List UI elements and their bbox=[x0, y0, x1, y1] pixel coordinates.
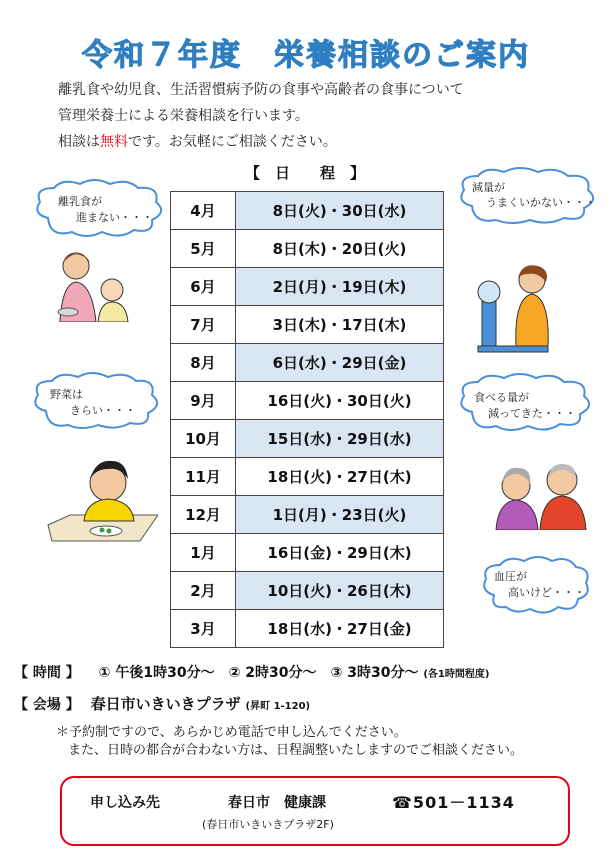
time-note: (各1時間程度) bbox=[423, 669, 490, 680]
cloud-icon bbox=[26, 371, 166, 433]
bubble-bp bbox=[476, 555, 592, 617]
table-row bbox=[171, 344, 444, 382]
bubble-weight bbox=[452, 166, 602, 228]
dates-cell: 16日(金)・29日(木) bbox=[236, 534, 444, 572]
bubble-bp-line-2: 高いけど・・・ bbox=[508, 586, 585, 599]
dates-cell: 10日(火)・26日(木) bbox=[236, 572, 444, 610]
intro-line-3-post: です。お気軽にご相談ください。 bbox=[128, 134, 337, 150]
page-title: 令和７年度 栄養相談のご案内 bbox=[82, 38, 530, 73]
time-row bbox=[14, 662, 489, 682]
woman-on-scale-illustration bbox=[470, 262, 562, 354]
intro-line-3-pre: 相談は bbox=[58, 134, 100, 150]
bubble-veg-line-1: 野菜は bbox=[50, 388, 83, 401]
table-row bbox=[171, 230, 444, 268]
month-cell: 4月 bbox=[171, 192, 236, 230]
bubble-veg bbox=[26, 371, 166, 433]
bubble-baby-line-2: 進まない・・・ bbox=[76, 211, 153, 224]
intro-line-1: 離乳食や幼児食、生活習慣病予防の食事や高齢者の食事について bbox=[58, 82, 464, 98]
month-cell: 10月 bbox=[171, 420, 236, 458]
time-slots: ① 午後1時30分～ ② 2時30分～ ③ 3時30分～ bbox=[98, 665, 419, 681]
dates-cell: 2日(月)・19日(木) bbox=[236, 268, 444, 306]
bubble-eat-line-2: 減ってきた・・・ bbox=[488, 407, 576, 420]
bubble-eat bbox=[452, 372, 598, 436]
dates-cell: 6日(水)・29日(金) bbox=[236, 344, 444, 382]
table-row bbox=[171, 192, 444, 230]
bubble-veg-line-2: きらい・・・ bbox=[70, 404, 136, 417]
dates-cell: 8日(木)・20日(火) bbox=[236, 230, 444, 268]
schedule-table bbox=[170, 191, 444, 648]
dates-cell: 16日(火)・30日(火) bbox=[236, 382, 444, 420]
bubble-baby bbox=[28, 178, 170, 242]
intro-line-2: 管理栄養士による栄養相談を行います。 bbox=[58, 108, 309, 124]
venue-note: (昇町 1-120) bbox=[245, 701, 311, 712]
month-cell: 11月 bbox=[171, 458, 236, 496]
table-row bbox=[171, 268, 444, 306]
month-cell: 2月 bbox=[171, 572, 236, 610]
month-cell: 3月 bbox=[171, 610, 236, 648]
contact-phone: ☎501－1134 bbox=[392, 793, 515, 812]
dates-cell: 1日(月)・23日(火) bbox=[236, 496, 444, 534]
dates-cell: 18日(火)・27日(木) bbox=[236, 458, 444, 496]
contact-label: 申し込み先 bbox=[90, 795, 160, 811]
free-label: 無料 bbox=[100, 134, 128, 150]
month-cell: 1月 bbox=[171, 534, 236, 572]
bubble-weight-line-1: 減量が bbox=[472, 181, 505, 194]
mother-feeding-baby-illustration bbox=[46, 246, 134, 322]
month-cell: 12月 bbox=[171, 496, 236, 534]
boy-eating-vegetables-illustration bbox=[46, 445, 158, 549]
elderly-couple-illustration bbox=[484, 458, 594, 530]
venue-row bbox=[14, 693, 310, 714]
bubble-eat-line-1: 食べる量が bbox=[474, 391, 529, 404]
schedule-heading: 【 日 程 】 bbox=[244, 164, 365, 182]
venue-label: 【 会場 】 bbox=[14, 697, 80, 713]
bubble-bp-line-1: 血圧が bbox=[494, 570, 527, 583]
table-row bbox=[171, 382, 444, 420]
table-row bbox=[171, 610, 444, 648]
table-row bbox=[171, 306, 444, 344]
month-cell: 9月 bbox=[171, 382, 236, 420]
table-row bbox=[171, 420, 444, 458]
table-row bbox=[171, 534, 444, 572]
bubble-baby-line-1: 離乳食が bbox=[58, 195, 102, 208]
month-cell: 8月 bbox=[171, 344, 236, 382]
note-line-2: また、日時の都合が合わない方は、日程調整いたしますのでご相談ください。 bbox=[68, 743, 524, 758]
venue-name: 春日市いきいきプラザ bbox=[90, 695, 241, 713]
month-cell: 7月 bbox=[171, 306, 236, 344]
dates-cell: 18日(水)・27日(金) bbox=[236, 610, 444, 648]
table-row bbox=[171, 572, 444, 610]
contact-box bbox=[60, 776, 570, 846]
table-row bbox=[171, 496, 444, 534]
dates-cell: 8日(火)・30日(水) bbox=[236, 192, 444, 230]
month-cell: 6月 bbox=[171, 268, 236, 306]
dates-cell: 15日(水)・29日(水) bbox=[236, 420, 444, 458]
table-row bbox=[171, 458, 444, 496]
note-line-1: ＊予約制ですので、あらかじめ電話で申し込んでください。 bbox=[56, 725, 407, 740]
time-label: 【 時間 】 bbox=[14, 665, 80, 681]
month-cell: 5月 bbox=[171, 230, 236, 268]
intro-line-3 bbox=[58, 131, 337, 151]
contact-location: (春日市いきいきプラザ2F) bbox=[202, 818, 334, 831]
bubble-weight-line-2: うまくいかない・・・ bbox=[486, 196, 596, 209]
contact-office: 春日市 健康課 bbox=[228, 795, 326, 811]
dates-cell: 3日(木)・17日(木) bbox=[236, 306, 444, 344]
